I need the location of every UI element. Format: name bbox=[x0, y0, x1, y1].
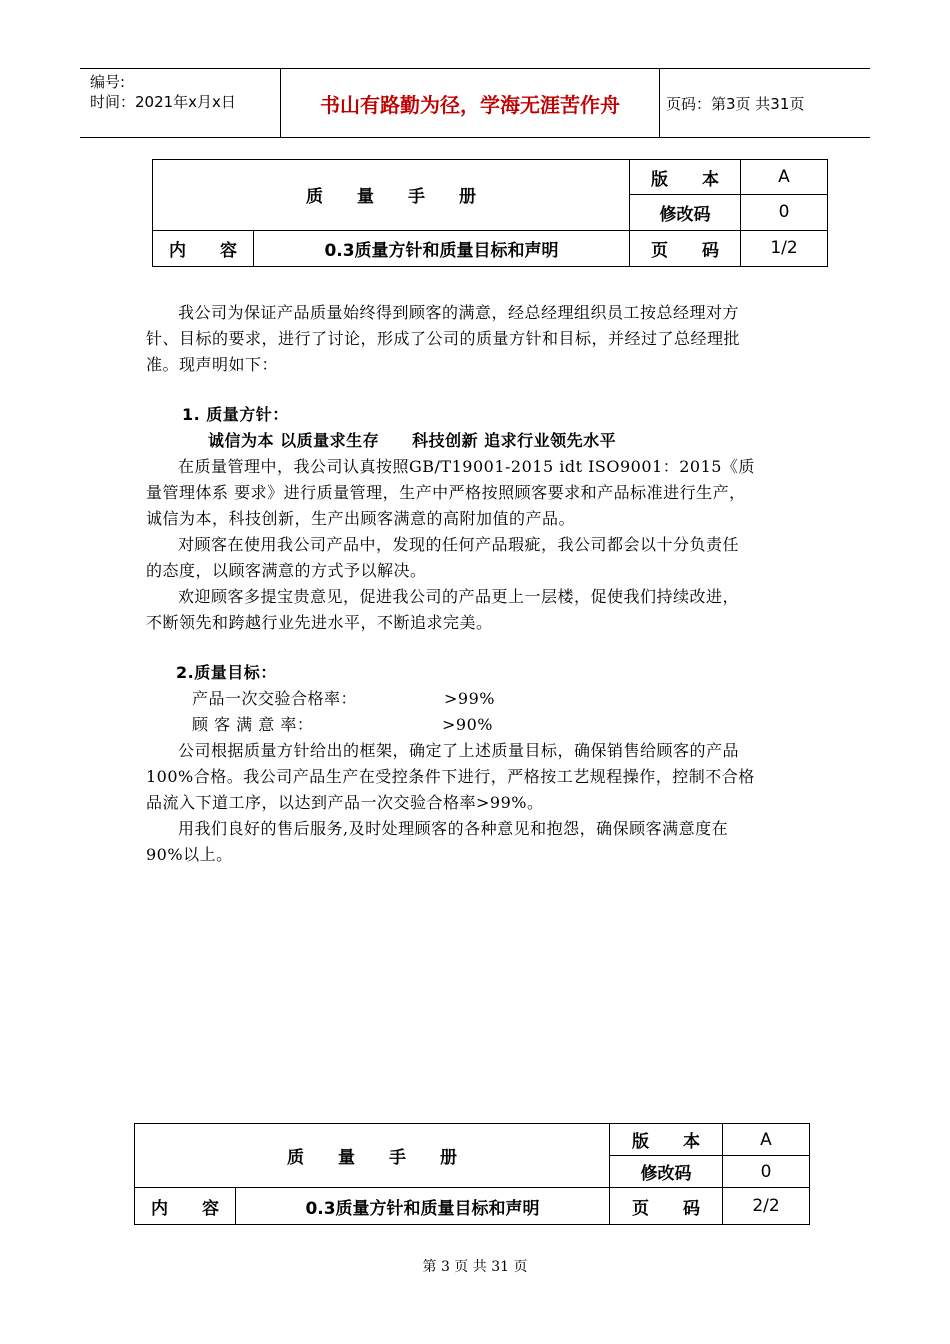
policy-line: 的态度，以顾客满意的方式予以解决。 bbox=[146, 561, 427, 580]
header-page-info: 页码：第3页 共31页 bbox=[666, 94, 805, 113]
version-value: A bbox=[723, 1124, 810, 1156]
content-label: 内 容 bbox=[135, 1188, 236, 1225]
objective-value: >99% bbox=[444, 689, 495, 708]
revision-value: 0 bbox=[723, 1156, 810, 1188]
objective-value: >90% bbox=[442, 715, 493, 734]
number-label: 编号: bbox=[90, 73, 126, 91]
version-label: 版 本 bbox=[630, 160, 741, 195]
page-value: 1/2 bbox=[741, 230, 828, 266]
objective-row bbox=[146, 686, 816, 712]
content-value: 0.3质量方针和质量目标和声明 bbox=[254, 230, 630, 266]
policy-line: 欢迎顾客多提宝贵意见，促进我公司的产品更上一层楼，促使我们持续改进， bbox=[178, 587, 740, 606]
policy-line: 不断领先和跨越行业先进水平，不断追求完美。 bbox=[146, 613, 493, 632]
time-label: 时间：2021年x月x日 bbox=[90, 93, 236, 111]
policy-line: 对顾客在使用我公司产品中，发现的任何产品瑕疵，我公司都会以十分负责任 bbox=[178, 535, 740, 554]
objective-row bbox=[146, 712, 816, 738]
intro-line: 针、目标的要求，进行了讨论，形成了公司的质量方针和目标，并经过了总经理批 bbox=[146, 329, 741, 348]
header-motto: 书山有路勤为径，学海无涯苦作舟 bbox=[280, 69, 660, 137]
objective-label: 产品一次交验合格率： bbox=[192, 689, 358, 708]
manual-info-table-top bbox=[152, 159, 828, 267]
page-value: 2/2 bbox=[723, 1188, 810, 1225]
page-footer: 第 3 页 共 31 页 bbox=[422, 1259, 528, 1275]
page-label: 页 码 bbox=[630, 230, 741, 266]
intro-line: 我公司为保证产品质量始终得到顾客的满意，经总经理组织员工按总经理对方 bbox=[178, 303, 740, 322]
policy-line: 诚信为本，科技创新，生产出顾客满意的高附加值的产品。 bbox=[146, 509, 576, 528]
manual-title: 质 量 手 册 bbox=[153, 160, 630, 231]
objective-line: 100%合格。我公司产品生产在受控条件下进行，严格按工艺规程操作，控制不合格 bbox=[146, 767, 755, 786]
page-label: 页 码 bbox=[610, 1188, 723, 1225]
policy-line: 量管理体系 要求》进行质量管理，生产中严格按照顾客要求和产品标准进行生产， bbox=[146, 483, 746, 502]
revision-value: 0 bbox=[741, 195, 828, 230]
version-value: A bbox=[741, 160, 828, 195]
page-header bbox=[80, 68, 870, 138]
manual-title: 质 量 手 册 bbox=[135, 1124, 610, 1188]
policy-slogan: 诚信为本 以质量求生存 科技创新 追求行业领先水平 bbox=[208, 431, 617, 450]
header-meta bbox=[80, 69, 280, 137]
revision-label: 修改码 bbox=[610, 1156, 723, 1188]
policy-line: 在质量管理中，我公司认真按照GB/T19001-2015 idt ISO9001：2015《质 bbox=[178, 457, 755, 476]
content-value: 0.3质量方针和质量目标和声明 bbox=[236, 1188, 610, 1225]
content-label: 内 容 bbox=[153, 230, 254, 266]
objective-line: 90%以上。 bbox=[146, 845, 233, 864]
document-body bbox=[146, 300, 816, 868]
objective-heading: 2.质量目标： bbox=[176, 663, 277, 682]
objective-label: 顾 客 满 意 率： bbox=[192, 715, 314, 734]
manual-info-table-bottom bbox=[134, 1123, 810, 1225]
intro-line: 准。现声明如下： bbox=[146, 355, 279, 374]
policy-heading: 1. 质量方针： bbox=[182, 405, 289, 424]
objective-line: 品流入下道工序，以达到产品一次交验合格率>99%。 bbox=[146, 793, 544, 812]
revision-label: 修改码 bbox=[630, 195, 741, 230]
objective-line: 公司根据质量方针给出的框架，确定了上述质量目标，确保销售给顾客的产品 bbox=[178, 741, 740, 760]
objective-line: 用我们良好的售后服务,及时处理顾客的各种意见和抱怨，确保顾客满意度在 bbox=[178, 819, 729, 838]
version-label: 版 本 bbox=[610, 1124, 723, 1156]
